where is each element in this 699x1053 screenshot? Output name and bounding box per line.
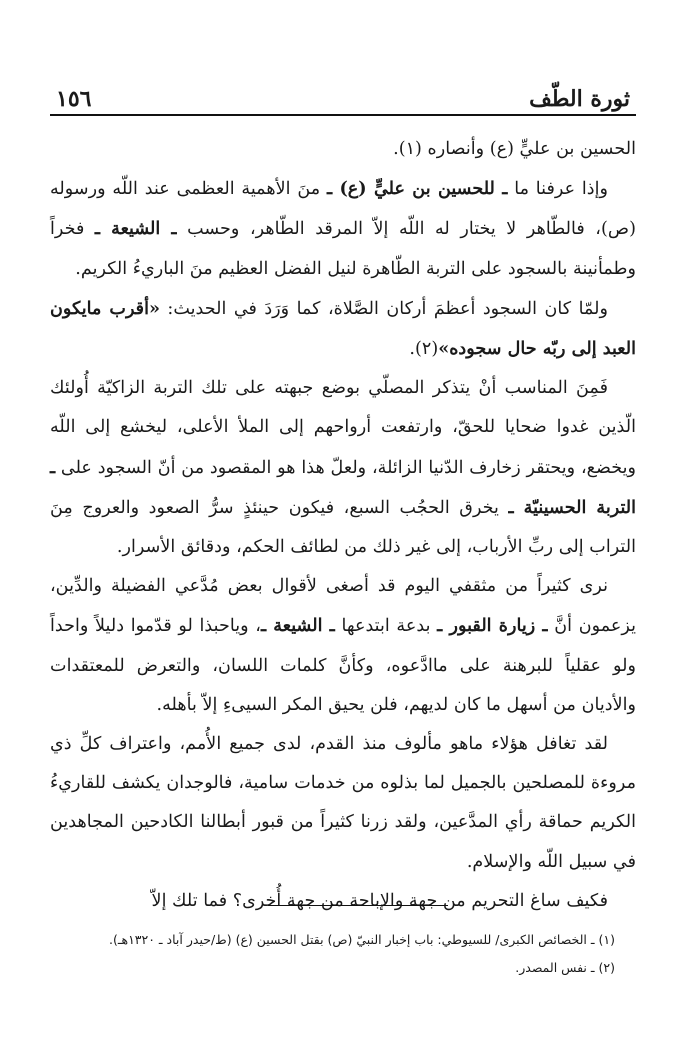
paragraph: نرى كثيراً من مثقفي اليوم قد أصغى لأقوال بعض مُدَّعي الفضيلة والدِّين، يزعمون أنَّ ـ زيارة القبور ـ بدعة ابتدعها ـ الشيعة ـ، وياحبذا لو قدّموا دليلاً واحداً ولو عقلياً للبرهنة على ماادَّعوه، وكأنَّ كلمات اللسان، والتعرض للمعتقدات والأديان من أسهل ما كان لديهم، فلن يحيق المكر السيىءِ إلاّ بأهله. bbox=[50, 576, 636, 715]
paragraph: فَمِنَ المناسب أنْ يتذكر المصلّي بوضع جبهته على تلك التربة الزاكيّة أُولئك الّذين غدوا ضحايا للحقّ، وارتفعت أرواحهم إلى الملأ الأعلى، ليخشع إلى اللّه ويخضع، ويحتقر زخارف الدّنيا الزائلة، ولعلّ هذا هو المقصود من أنّ السجود على ـ التربة الحسينيّة ـ يخرق الحجُب السبع، فيكون حينئذٍ سرُّ الصعود والعروج مِنَ التراب إلى ربِّ الأرباب، إلى غير ذلك من لطائف الحكم، ودقائق الأسرار. bbox=[50, 378, 637, 558]
body-text bbox=[50, 130, 636, 921]
page bbox=[50, 78, 636, 921]
page-number: ١٥٦ bbox=[56, 86, 92, 112]
footnote-divider bbox=[268, 905, 448, 906]
paragraph: ولمّا كان السجود أعظمَ أركان الصَّلاة، كما وَرَدَ في الحديث: «أقرب مايكون العبد إلى ربّه حال سجوده»(٢). bbox=[50, 297, 636, 360]
footnote: (١) ـ الخصائص الكبرى/ للسيوطي: باب إخبار النبيّ (ص) بقتل الحسين (ع) (ط/حيدر آباد ـ ١٣٢٠هـ). bbox=[108, 932, 615, 947]
running-header bbox=[50, 78, 636, 116]
book-title: ثورة الطّف bbox=[529, 86, 630, 112]
paragraph: لقد تغافل هؤلاء ماهو مألوف منذ القدم، لدى جميع الأُمم، واعتراف كلِّ ذي مروءة للمصلحين بالجميل لما بذلوه من خدمات سامية، فالوجدان يكشف للقاريءُ الكريم حماقة رأي المدَّعين، ولقد زرنا كثيراً من قبور أبطالنا الكادحين المجاهدين في سبيل اللّه والإسلام. bbox=[50, 734, 636, 872]
footnotes bbox=[50, 926, 615, 982]
paragraph: فكيف ساغ التحريم من جهة والإباحة من جهة أُخرى؟ فما تلك إلاّ bbox=[151, 890, 608, 911]
paragraph: وإذا عرفنا ما ـ للحسين بن عليٍّ (ع) ـ منَ الأهمية العظمى عند اللّه ورسوله (ص)، فالطّاهر لا يختار له اللّه إلاّ المرقد الطّاهر، وحسب ـ الشيعة ـ فخراً وطمأنينة بالسجود على التربة الطّاهرة لنيل الفضل العظيم منَ الباريءُ الكريم. bbox=[50, 178, 636, 279]
paragraph: الحسين بن عليٍّ (ع) وأنصاره (١). bbox=[393, 139, 636, 159]
footnote: (٢) ـ نفس المصدر. bbox=[515, 960, 615, 975]
